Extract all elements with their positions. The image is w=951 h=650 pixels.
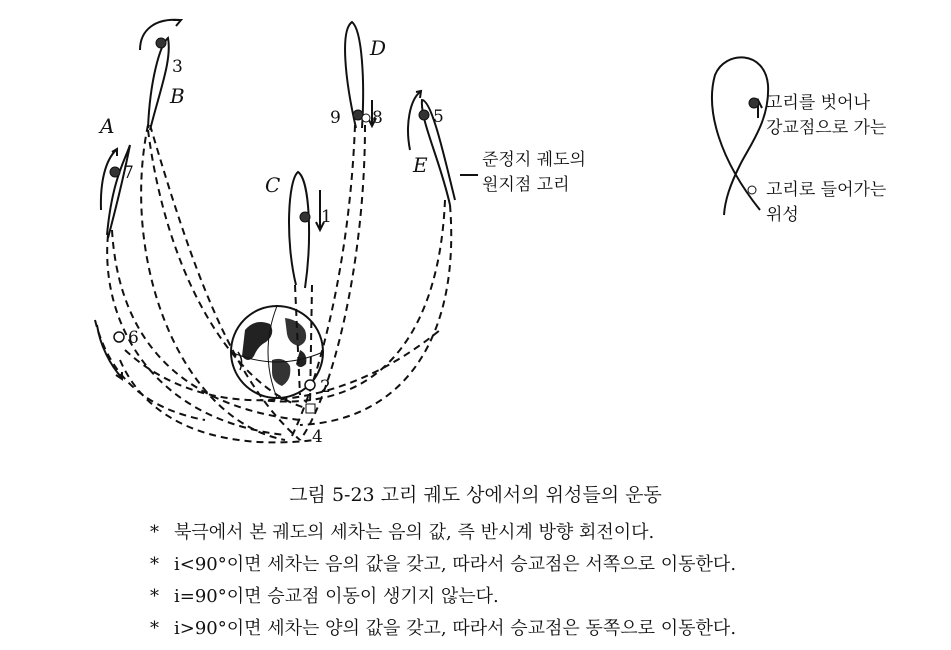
bullet: * <box>150 618 159 639</box>
bullet: * <box>150 586 159 607</box>
note-text: i>90°이면 세차는 양의 값을 갖고, 따라서 승교점은 동쪽으로 이동한다. <box>174 618 737 639</box>
legend-entering-satellite <box>748 186 756 194</box>
label-4: 4 <box>312 427 323 447</box>
label-9: 9 <box>330 108 341 128</box>
legend-enter-line-1: 고리로 들어가는 <box>766 180 887 200</box>
label-6: 6 <box>128 328 139 348</box>
satellite-9 <box>353 110 363 120</box>
satellite-3 <box>156 38 166 48</box>
satellite-5 <box>419 110 429 120</box>
satellite-4 <box>306 404 315 413</box>
satellite-2 <box>305 380 315 390</box>
note-2 <box>150 550 736 576</box>
label-5: 5 <box>433 107 444 127</box>
label-orbit-A: A <box>100 114 115 138</box>
note-text: i<90°이면 세차는 음의 값을 갖고, 따라서 승교점은 서쪽으로 이동한다. <box>174 554 737 575</box>
label-3: 3 <box>172 57 183 77</box>
note-text: i=90°이면 승교점 이동이 생기지 않는다. <box>174 586 499 607</box>
legend-exiting-satellite <box>749 98 759 108</box>
legend-exit-line-1: 고리를 벗어나 <box>766 93 870 113</box>
bullet: * <box>150 554 159 575</box>
note-text: 북극에서 본 궤도의 세차는 음의 값, 즉 반시계 방향 회전이다. <box>174 522 655 543</box>
legend-loop <box>712 57 768 215</box>
note-1 <box>150 518 654 544</box>
satellite-8 <box>362 114 370 122</box>
loop-C <box>289 172 309 288</box>
label-2: 2 <box>320 377 331 397</box>
bullet: * <box>150 522 159 543</box>
label-orbit-D: D <box>370 36 387 60</box>
label-orbit-B: B <box>170 84 185 108</box>
label-7: 7 <box>123 163 134 183</box>
satellite-6 <box>114 332 124 342</box>
loop-B <box>148 38 169 130</box>
label-8: 8 <box>372 108 383 128</box>
label-1: 1 <box>321 207 332 227</box>
figure-caption: 그림 5-23 고리 궤도 상에서의 위성들의 운동 <box>289 484 662 506</box>
label-orbit-E: E <box>413 153 428 177</box>
satellite-7 <box>110 167 120 177</box>
legend-enter-line-2: 위성 <box>766 205 799 225</box>
note-4 <box>150 614 736 640</box>
satellite-1 <box>300 212 310 222</box>
legend-exit-line-2: 강교점으로 가는 <box>766 118 887 138</box>
label-orbit-C: C <box>265 173 281 197</box>
annotation-line-2: 원지점 고리 <box>482 175 570 195</box>
note-3 <box>150 582 499 608</box>
annotation-line-1: 준정지 궤도의 <box>482 150 586 170</box>
